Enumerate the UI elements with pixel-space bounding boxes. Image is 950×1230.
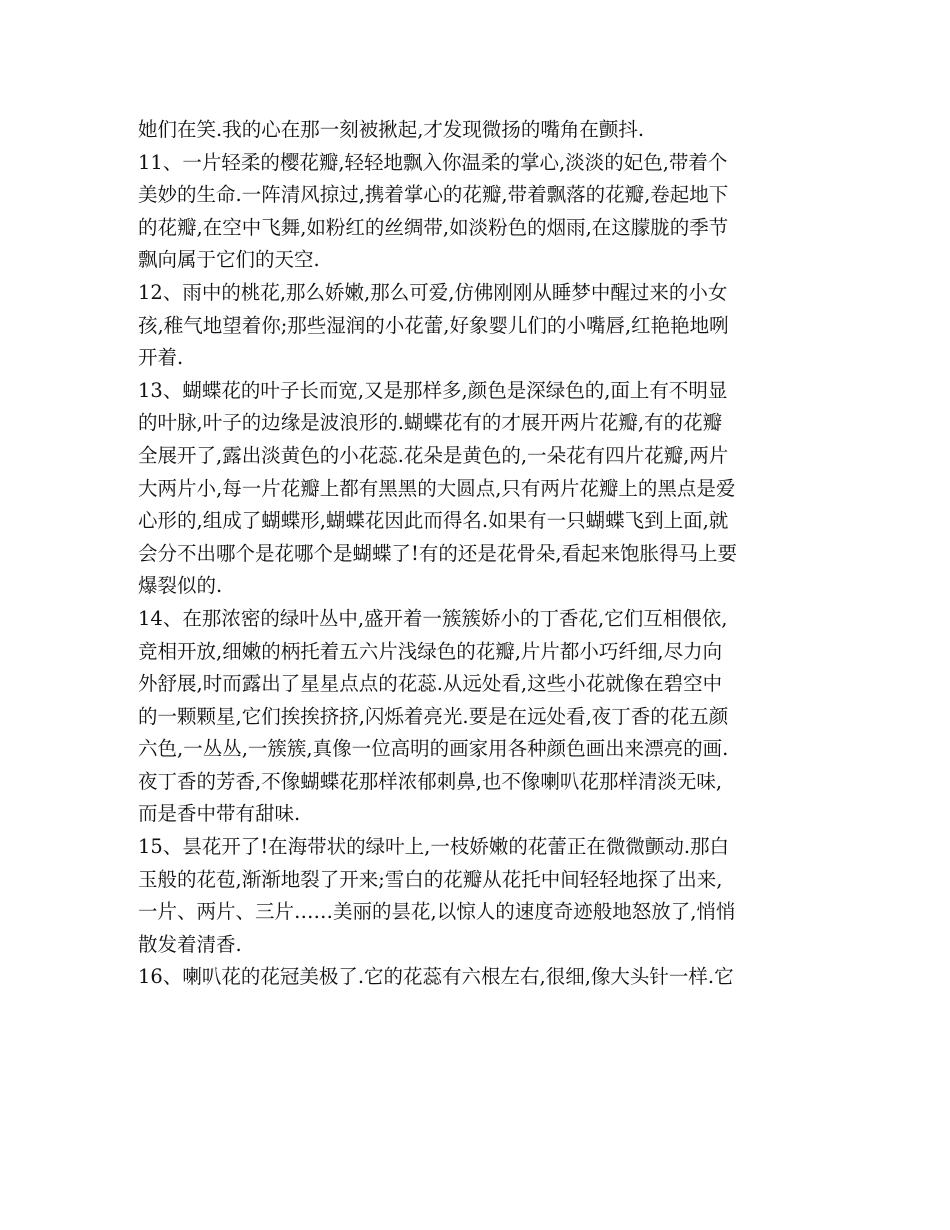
text-line: 的一颗颗星,它们挨挨挤挤,闪烁着亮光.要是在远处看,夜丁香的花五颜 [138,704,729,728]
text-line: 全展开了,露出淡黄色的小花蕊.花朵是黄色的,一朵花有四片花瓣,两片 [138,443,729,467]
text-line: 而是香中带有甜味. [138,802,301,826]
text-line: 的花瓣,在空中飞舞,如粉红的丝绸带,如淡粉色的烟雨,在这朦胧的季节 [138,215,729,239]
text-line: 16、喇叭花的花冠美极了.它的花蕊有六根左右,很细,像大头针一样.它 [138,965,734,989]
text-line: 大两片小,每一片花瓣上都有黑黑的大圆点,只有两片花瓣上的黑点是爱 [138,476,736,500]
text-line: 外舒展,时而露出了星星点点的花蕊.从远处看,这些小花就像在碧空中 [138,672,723,696]
text-line: 飘向属于它们的天空. [138,248,320,272]
text-line: 14、在那浓密的绿叶丛中,盛开着一簇簇娇小的丁香花,它们互相偎依, [138,606,728,630]
text-line: 六色,一丛丛,一簇簇,真像一位高明的画家用各种颜色画出来漂亮的画. [138,737,729,761]
text-line: 15、昙花开了!在海带状的绿叶上,一枝娇嫩的花蕾正在微微颤动.那白 [138,835,730,859]
text-line: 会分不出哪个是花哪个是蝴蝶了!有的还是花骨朵,看起来饱胀得马上要 [138,541,738,565]
text-line: 孩,稚气地望着你;那些湿润的小花蕾,好象婴儿们的小嘴唇,红艳艳地咧 [138,313,729,337]
document-page [138,114,814,994]
text-line: 开着. [138,346,184,370]
text-line: 13、蝴蝶花的叶子长而宽,又是那样多,颜色是深绿色的,面上有不明显 [138,378,728,402]
text-line: 一片、两片、三片……美丽的昙花,以惊人的速度奇迹般地怒放了,悄悄 [138,900,736,924]
text-line: 12、雨中的桃花,那么娇嫩,那么可爱,仿佛刚刚从睡梦中醒过来的小女 [138,280,728,304]
text-line: 的叶脉,叶子的边缘是波浪形的.蝴蝶花有的才展开两片花瓣,有的花瓣 [138,411,723,435]
text-line: 心形的,组成了蝴蝶形,蝴蝶花因此而得名.如果有一只蝴蝶飞到上面,就 [138,509,729,533]
text-line: 散发着清香. [138,932,242,956]
text-line: 爆裂似的. [138,574,223,598]
text-line: 她们在笑.我的心在那一刻被揪起,才发现微扬的嘴角在颤抖. [138,118,645,141]
text-line: 竞相开放,细嫩的柄托着五六片浅绿色的花瓣,片片都小巧纤细,尽力向 [138,639,723,663]
text-line: 夜丁香的芳香,不像蝴蝶花那样浓郁刺鼻,也不像喇叭花那样清淡无味, [138,769,723,793]
text-line: 玉般的花苞,渐渐地裂了开来;雪白的花瓣从花托中间轻轻地探了出来, [138,867,723,891]
text-line: 美妙的生命.一阵清风掠过,携着掌心的花瓣,带着飘落的花瓣,卷起地下 [138,183,729,207]
text-line: 11、一片轻柔的樱花瓣,轻轻地飘入你温柔的掌心,淡淡的妃色,带着个 [138,150,728,174]
